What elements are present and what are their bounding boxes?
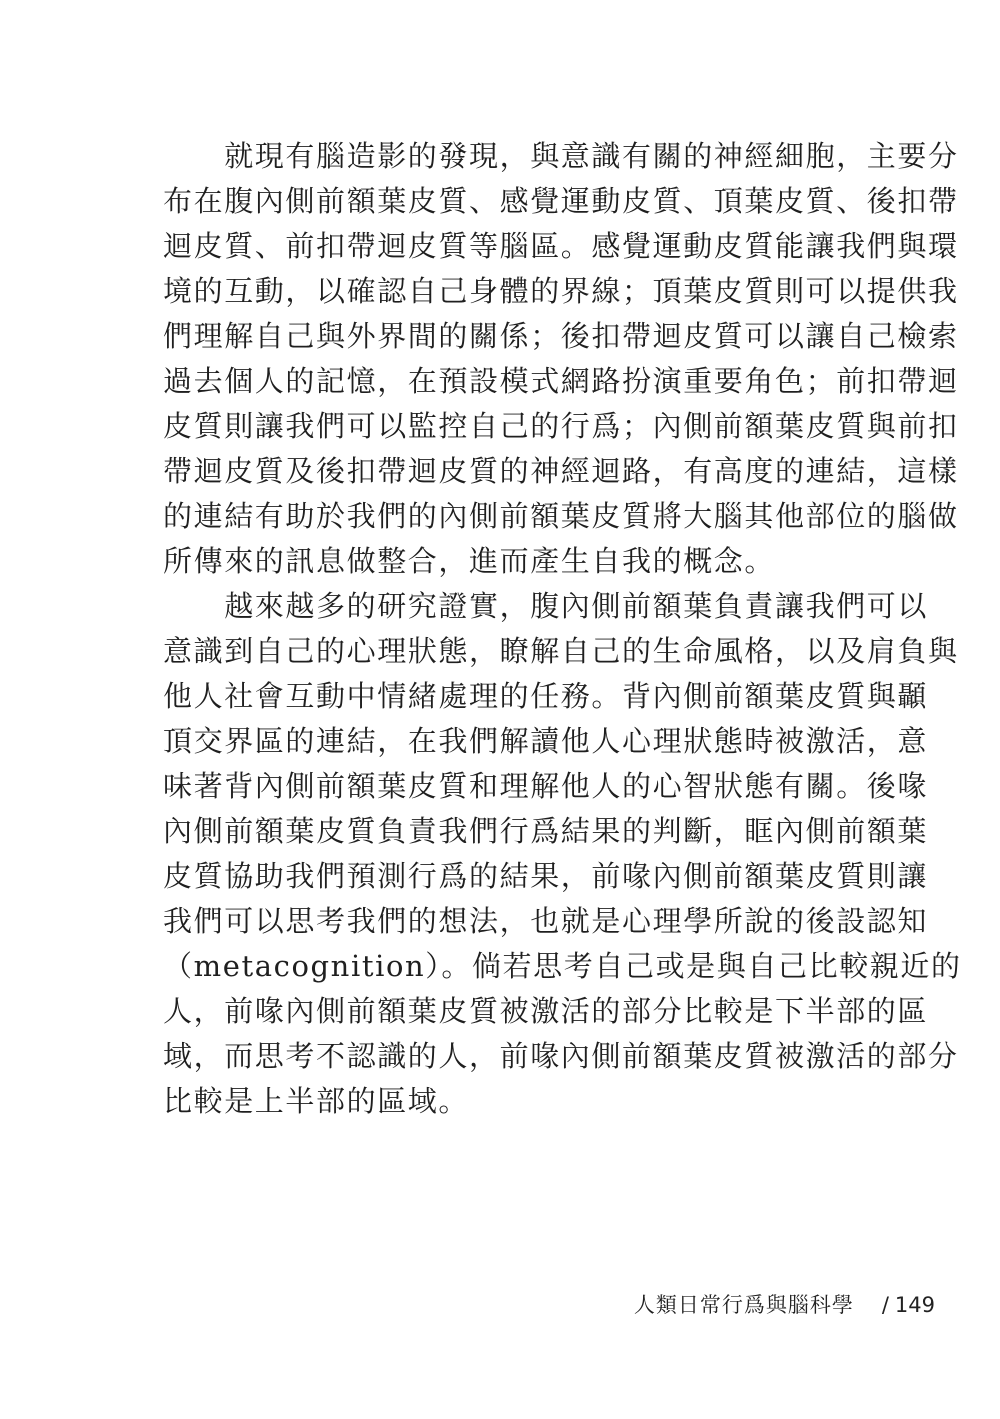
body-text (163, 134, 962, 1124)
page-footer (634, 1289, 935, 1321)
text-line: 味著背內側前額葉皮質和理解他人的心智狀態有關。後喙 (163, 769, 929, 803)
text-line: 頂交界區的連結，在我們解讀他人心理狀態時被激活，意 (163, 724, 929, 758)
text-line: 皮質協助我們預測行爲的結果，前喙內側前額葉皮質則讓 (163, 859, 929, 893)
text-line: 越來越多的研究證實，腹內側前額葉負責讓我們可以 (163, 589, 929, 623)
text-line: 就現有腦造影的發現，與意識有關的神經細胞，主要分 (163, 139, 959, 173)
text-line: 他人社會互動中情緒處理的任務。背內側前額葉皮質與顳 (163, 679, 929, 713)
text-line: 帶迴皮質及後扣帶迴皮質的神經迴路，有高度的連結，這樣 (163, 454, 959, 488)
text-line: 們理解自己與外界間的關係；後扣帶迴皮質可以讓自己檢索 (163, 319, 959, 353)
text-line: 意識到自己的心理狀態，瞭解自己的生命風格，以及肩負與 (163, 634, 959, 668)
text-line: 所傳來的訊息做整合，進而產生自我的概念。 (163, 544, 776, 578)
text-line: 內側前額葉皮質負責我們行爲結果的判斷，眶內側前額葉 (163, 814, 929, 848)
text-line: 皮質則讓我們可以監控自己的行爲；內側前額葉皮質與前扣 (163, 409, 959, 443)
text-line: 我們可以思考我們的想法，也就是心理學所說的後設認知 (163, 904, 929, 938)
text-line: 過去個人的記憶，在預設模式網路扮演重要角色；前扣帶迴 (163, 364, 959, 398)
text-line: 的連結有助於我們的內側前額葉皮質將大腦其他部位的腦做 (163, 499, 959, 533)
footer-separator: / (881, 1293, 889, 1317)
text-line: （metacognition）。倘若思考自己或是與自己比較親近的 (163, 949, 962, 983)
running-title: 人類日常行爲與腦科學 (633, 1293, 854, 1317)
text-line: 迴皮質、前扣帶迴皮質等腦區。感覺運動皮質能讓我們與環 (163, 229, 959, 263)
text-line: 人，前喙內側前額葉皮質被激活的部分比較是下半部的區 (163, 994, 929, 1028)
text-line: 域，而思考不認識的人，前喙內側前額葉皮質被激活的部分 (163, 1039, 959, 1073)
text-line: 比較是上半部的區域。 (163, 1084, 470, 1118)
text-line: 布在腹內側前額葉皮質、感覺運動皮質、頂葉皮質、後扣帶 (163, 184, 959, 218)
text-line: 境的互動，以確認自己身體的界線；頂葉皮質則可以提供我 (163, 274, 959, 308)
page-number: 149 (894, 1293, 935, 1317)
